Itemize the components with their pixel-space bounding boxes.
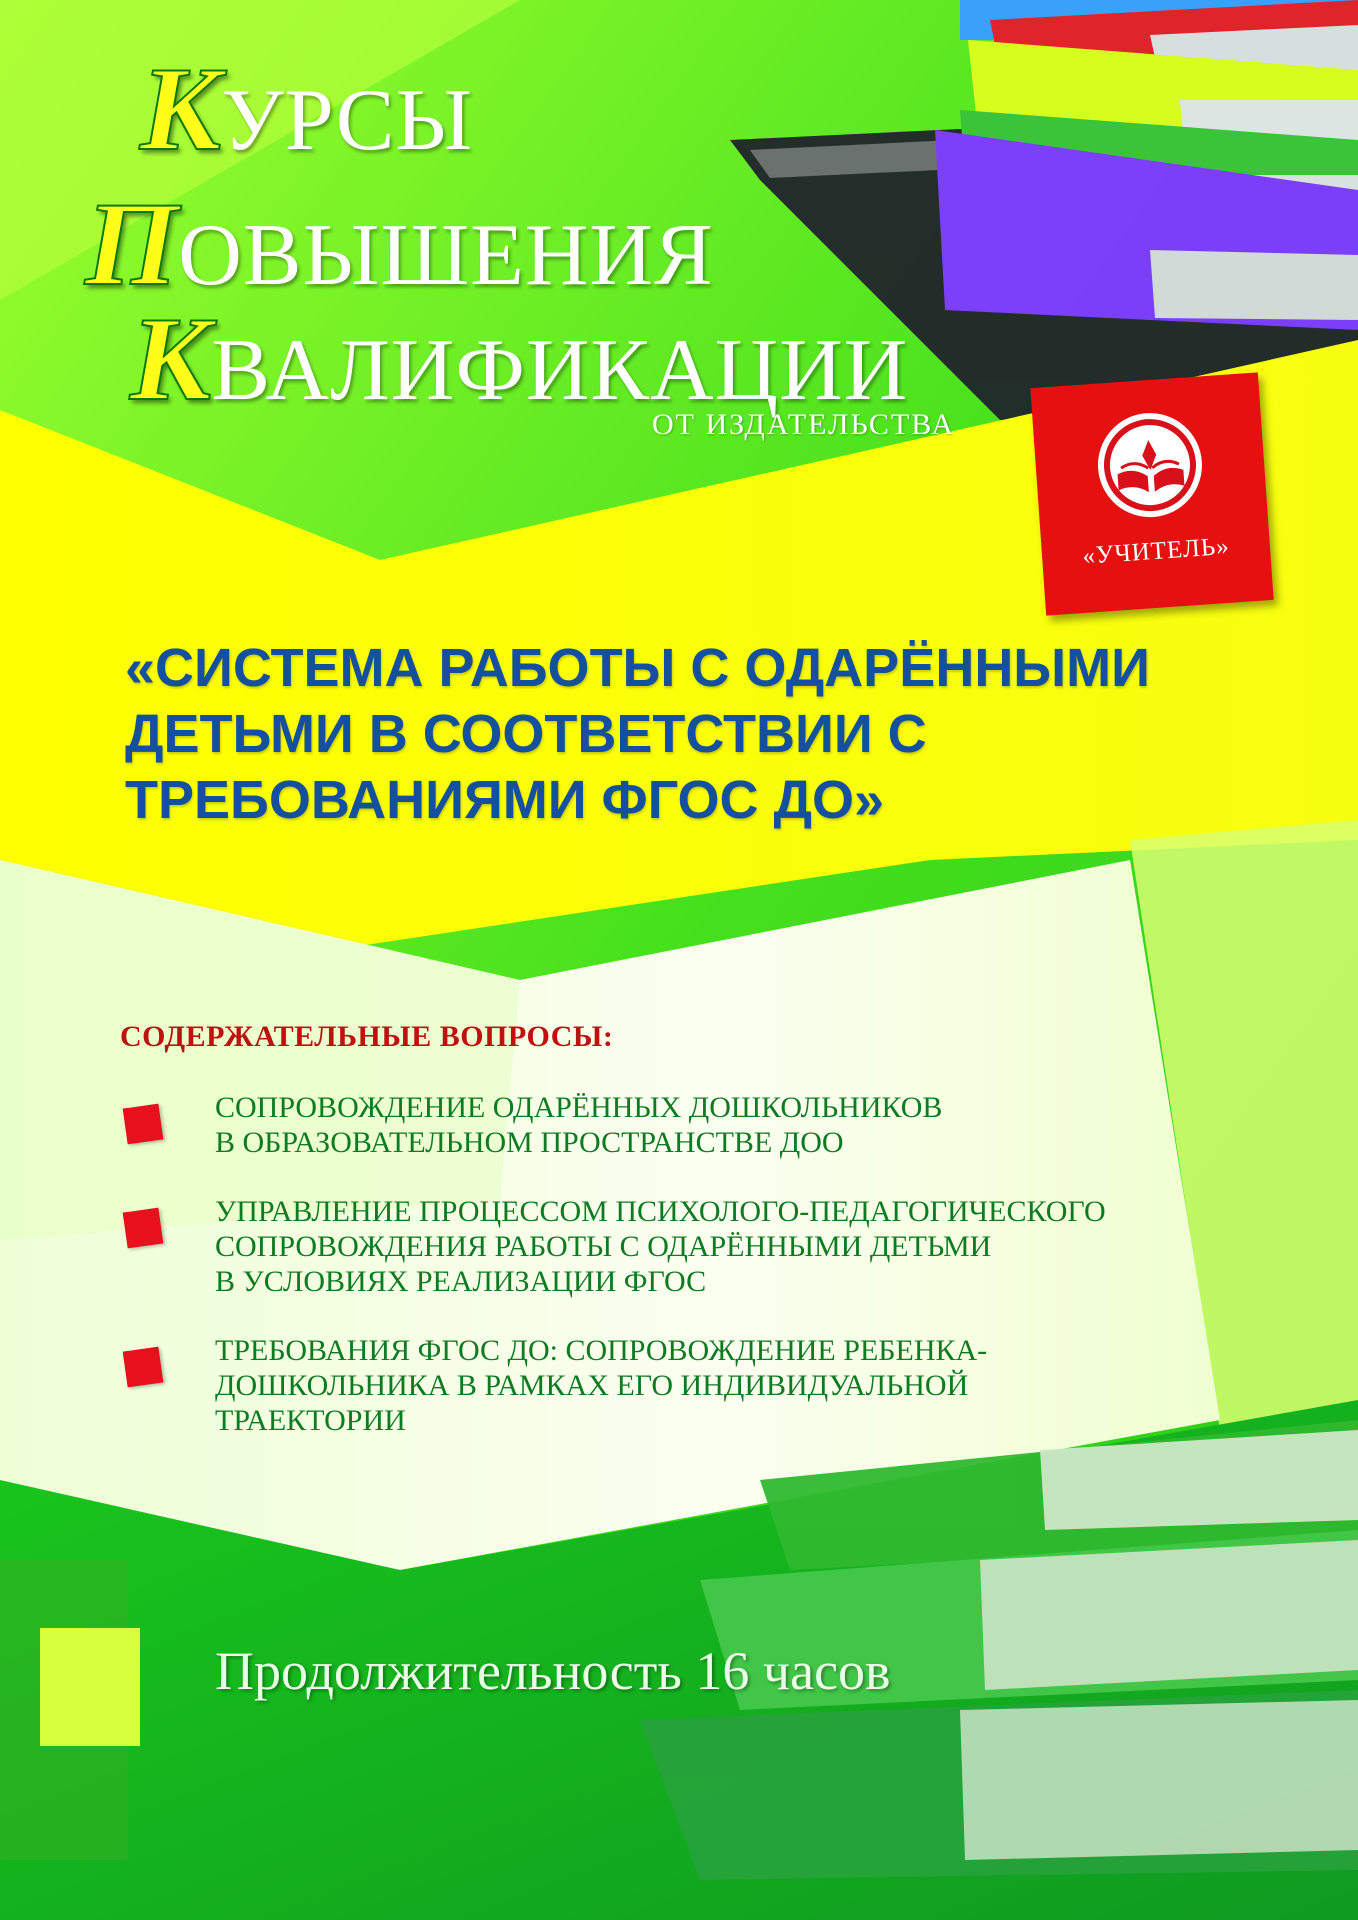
course-title: «СИСТЕМА РАБОТЫ С ОДАРЁННЫМИ ДЕТЬМИ В СООТВЕТСТВИИ С ТРЕБОВАНИЯМИ ФГОС ДО» (125, 638, 1150, 830)
list-item (120, 1090, 1240, 1160)
publisher-logo (1030, 372, 1273, 615)
publisher-prefix: ОТ ИЗДАТЕЛЬСТВА (652, 408, 956, 441)
square-bullet-icon (123, 1104, 164, 1145)
topic-text: СОПРОВОЖДЕНИЕ ОДАРЁННЫХ ДОШКОЛЬНИКОВ В ОБРАЗОВАТЕЛЬНОМ ПРОСТРАНСТВЕ ДОО (215, 1091, 943, 1159)
list-item (120, 1194, 1240, 1299)
square-bullet-icon (123, 1208, 164, 1249)
topics-heading: СОДЕРЖАТЕЛЬНЫЕ ВОПРОСЫ: (120, 1020, 614, 1053)
header-initial: К (140, 42, 222, 175)
header-initial: К (130, 292, 212, 425)
topics-list (120, 1090, 1240, 1472)
topic-text: ТРЕБОВАНИЯ ФГОС ДО: СОПРОВОЖДЕНИЕ РЕБЕНКА- ДОШКОЛЬНИКА В РАМКАХ ЕГО ИНДИВИДУАЛЬНОЙ ТРАЕКТОРИИ (215, 1334, 988, 1437)
book-emblem-icon (1091, 406, 1208, 523)
header-word: ОВЫШЕНИЯ (178, 207, 714, 304)
course-duration: Продолжительность 16 часов (215, 1641, 891, 1701)
header-word: УРСЫ (221, 72, 474, 169)
header-initial: П (85, 177, 179, 310)
publisher-name: «УЧИТЕЛЬ» (1081, 532, 1231, 570)
square-bullet-icon (123, 1347, 164, 1388)
header-line-courses (0, 40, 473, 178)
list-item (120, 1333, 1240, 1438)
header-word: ВАЛИФИКАЦИИ (211, 322, 909, 419)
topic-text: УПРАВЛЕНИЕ ПРОЦЕССОМ ПСИХОЛОГО-ПЕДАГОГИЧЕСКОГО СОПРОВОЖДЕНИЯ РАБОТЫ С ОДАРЁННЫМИ ДЕТЬМИ В УСЛОВИЯХ РЕАЛИЗАЦИИ ФГОС (215, 1195, 1106, 1298)
